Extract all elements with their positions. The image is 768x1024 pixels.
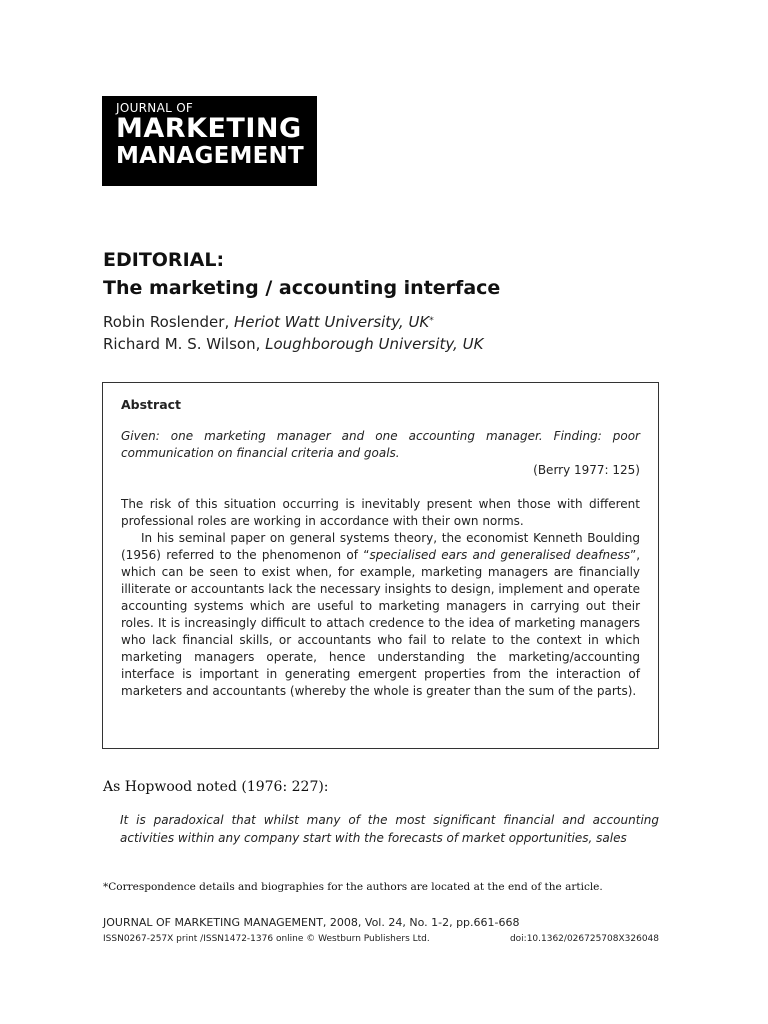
title-line-main: The marketing / accounting interface	[103, 277, 501, 299]
abstract-box	[102, 382, 659, 749]
body-blockquote: It is paradoxical that whilst many of the most significant financial and accounting activities within any company start with the forecasts of market opportunities, sales	[120, 813, 659, 845]
doi-line: doi:10.1362/026725708X326048	[509, 934, 659, 944]
abstract-paragraph-2-end: ”, which can be seen to exist when, for example, marketing managers are financially illiterate or accountants lack the necessary insights to design, implement and operate accounting systems which are useful to marketing managers in carrying out their roles. It is increasingly difficult to attach credence to the idea of marketing managers who lack financial skills, or accountants who fail to relate to the context in which marketing managers operate, hence understanding the marketing/accounting interface is important in generating emergent properties from the interaction of marketers and accountants (whereby the whole is greater than the sum of the parts).	[121, 548, 641, 698]
title-line-editorial: EDITORIAL:	[103, 249, 225, 271]
author-list	[103, 311, 483, 355]
author-1	[103, 311, 483, 333]
author-1-name: Robin Roslender,	[103, 313, 234, 331]
author-2	[103, 333, 483, 355]
abstract-citation: (Berry 1977: 125)	[533, 463, 640, 477]
article-title	[103, 246, 500, 302]
abstract-paragraph-2	[121, 530, 640, 700]
footnote: *Correspondence details and biographies for the authors are located at the end of the article.	[103, 881, 603, 893]
journal-logo	[102, 96, 317, 186]
abstract-paragraph-2-start: In his seminal paper on general systems theory, the economist Kenneth Boulding (1956) referred to the phenomenon of “	[121, 531, 640, 562]
logo-line-marketing: MARKETING	[116, 113, 302, 144]
author-1-affiliation: Heriot Watt University, UK	[234, 313, 430, 331]
journal-reference: JOURNAL OF MARKETING MANAGEMENT, 2008, Vol. 24, No. 1-2, pp.661-668	[103, 916, 520, 929]
abstract-epigraph: Given: one marketing manager and one accounting manager. Finding: poor communication on financial criteria and goals.	[121, 429, 640, 460]
author-2-name: Richard M. S. Wilson,	[103, 335, 266, 353]
abstract-paragraph-1: The risk of this situation occurring is inevitably present when those with different professional roles are working in accordance with their own norms.	[121, 497, 640, 528]
abstract-heading: Abstract	[121, 397, 182, 412]
issn-line: ISSN0267-257X print /ISSN1472-1376 online © Westburn Publishers Ltd.	[103, 934, 430, 944]
author-2-affiliation: Loughborough University, UK	[265, 335, 484, 353]
author-1-footnote-mark: *	[429, 316, 434, 326]
abstract-paragraph-2-italic: specialised ears and generalised deafness	[369, 548, 630, 562]
logo-line-journal-of: JOURNAL OF	[116, 101, 194, 115]
logo-line-management: MANAGEMENT	[116, 143, 304, 169]
body-text-hopwood: As Hopwood noted (1976: 227):	[103, 779, 329, 795]
